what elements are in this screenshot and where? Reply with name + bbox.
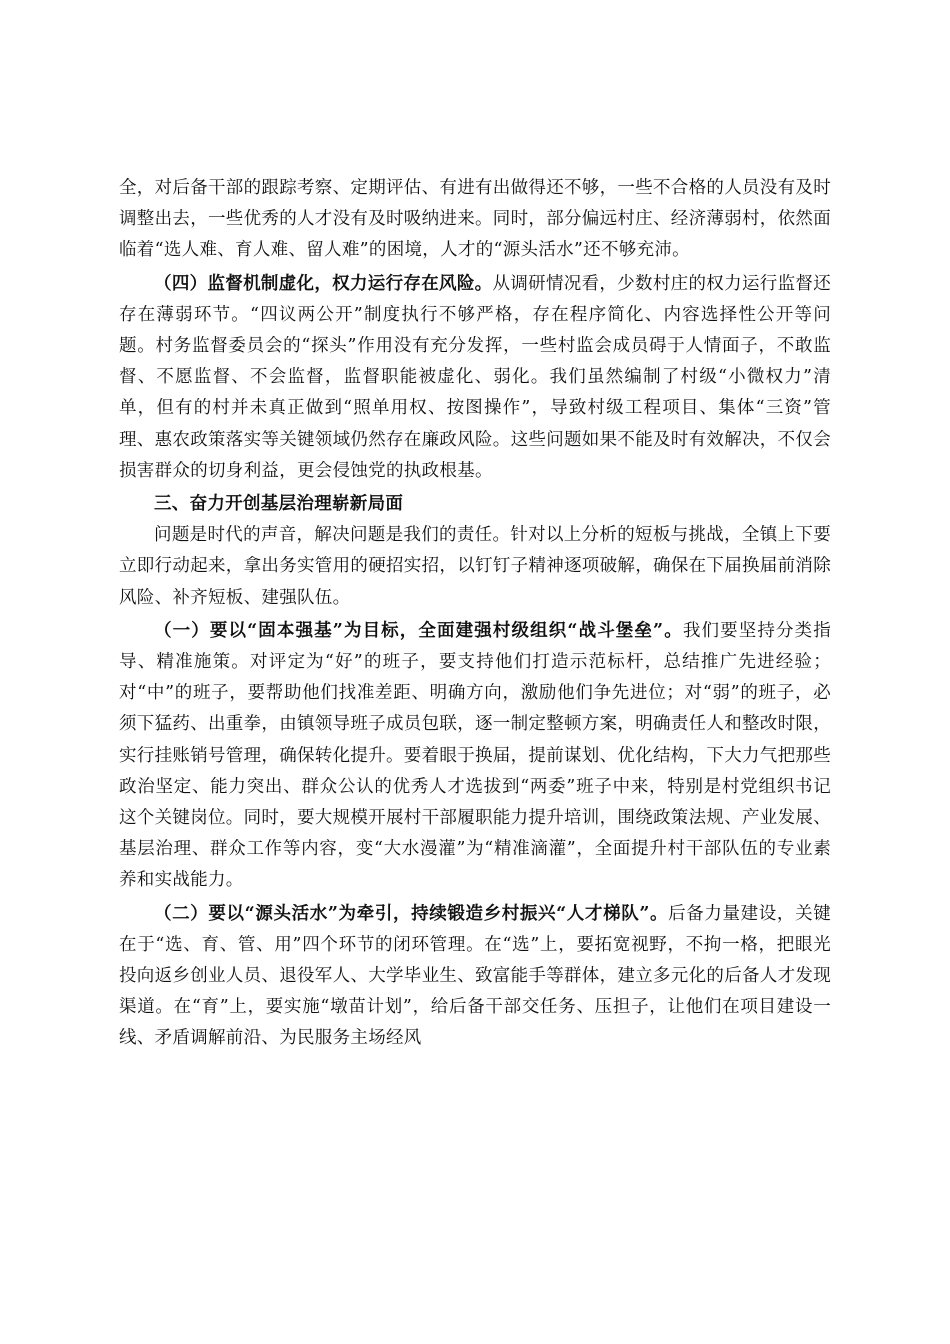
section-heading-text: 三、奋力开创基层治理崭新局面 [154, 494, 404, 515]
section-heading [119, 489, 831, 520]
paragraph-lead: （二）要以“源头活水”为牵引，持续锻造乡村振兴“人才梯队”。 [154, 903, 669, 924]
paragraph-lead: （四）监督机制虚化，权力运行存在风险。 [154, 273, 493, 294]
paragraph-continuation [119, 173, 831, 267]
document-page [119, 173, 831, 1055]
paragraph-text: 后备力量建设，关键在于“选、育、管、用”四个环节的闭环管理。在“选”上，要拓宽视野，不拘一格，把眼光投向返乡创业人员、退役军人、大学毕业生、致富能手等群体，建立多元化的后备人才发现渠道。在“育”上，要实施“墩苗计划”，给后备干部交任务、压担子，让他们在项目建设一线、矛盾调解前沿、为民服务主场经风 [119, 903, 831, 1049]
paragraph-supervision [119, 269, 831, 487]
paragraph-intro [119, 520, 831, 614]
paragraph-text: 全，对后备干部的跟踪考察、定期评估、有进有出做得还不够，一些不合格的人员没有及时调整出去，一些优秀的人才没有及时吸纳进来。同时，部分偏远村庄、经济薄弱村，依然面临着“选人难、育人难、留人难”的困境，人才的“源头活水”还不够充沛。 [119, 178, 831, 261]
paragraph-text: 从调研情况看，少数村庄的权力运行监督还存在薄弱环节。“四议两公开”制度执行不够严格，存在程序简化、内容选择性公开等问题。村务监督委员会的“探头”作用没有充分发挥，一些村监会成员碍于人情面子，不敢监督、不愿监督、不会监督，监督职能被虚化、弱化。我们虽然编制了村级“小微权力”清单，但有的村并未真正做到“照单用权、按图操作”，导致村级工程项目、集体“三资”管理、惠农政策落实等关键领域仍然存在廉政风险。这些问题如果不能及时有效解决，不仅会损害群众的切身利益，更会侵蚀党的执政根基。 [119, 273, 832, 481]
paragraph-talent [119, 899, 831, 1055]
paragraph-text: 问题是时代的声音，解决问题是我们的责任。针对以上分析的短板与挑战，全镇上下要立即行动起来，拿出务实管用的硬招实招，以钉钉子精神逐项破解，确保在下届换届前消除风险、补齐短板、建强队伍。 [119, 525, 831, 608]
paragraph-organization [119, 616, 831, 897]
paragraph-text: 我们要坚持分类指导、精准施策。对评定为“好”的班子，要支持他们打造示范标杆，总结推广先进经验；对“中”的班子，要帮助他们找准差距、明确方向，激励他们争先进位；对“弱”的班子，必须下猛药、出重拳，由镇领导班子成员包联，逐一制定整顿方案，明确责任人和整改时限，实行挂账销号管理，确保转化提升。要着眼于换届，提前谋划、优化结构，下大力气把那些政治坚定、能力突出、群众公认的优秀人才选拔到“两委”班子中来，特别是村党组织书记这个关键岗位。同时，要大规模开展村干部履职能力提升培训，围绕政策法规、产业发展、基层治理、群众工作等内容，变“大水漫灌”为“精准滴灌”，全面提升村干部队伍的专业素养和实战能力。 [119, 620, 831, 891]
paragraph-lead: （一）要以“固本强基”为目标，全面建强村级组织“战斗堡垒”。 [154, 620, 683, 641]
